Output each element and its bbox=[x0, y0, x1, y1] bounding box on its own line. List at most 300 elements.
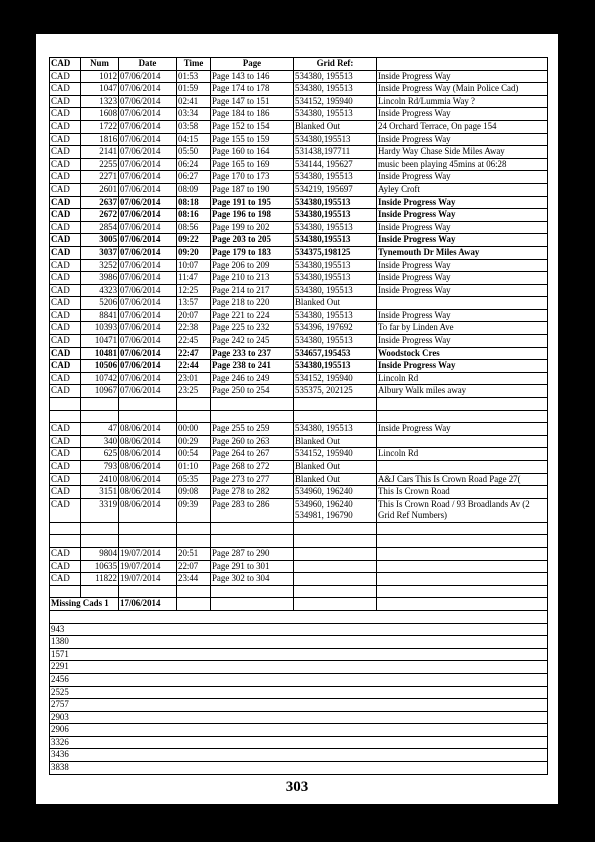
table-cell bbox=[377, 573, 548, 586]
column-header: Grid Ref: bbox=[294, 58, 377, 71]
table-cell: This Is Crown Road / 93 Broadlands Av (2 Grid Ref Numbers) bbox=[377, 498, 548, 522]
table-cell: 08/06/2014 bbox=[119, 461, 177, 474]
table-cell: Inside Progress Way bbox=[377, 196, 548, 209]
table-cell: 00:29 bbox=[177, 435, 211, 448]
table-cell: 1323 bbox=[81, 95, 119, 108]
table-cell bbox=[294, 560, 377, 573]
table-row bbox=[50, 133, 548, 146]
table-row bbox=[50, 347, 548, 360]
table-row bbox=[50, 158, 548, 171]
missing-cad-row bbox=[50, 762, 548, 775]
table-cell: CAD bbox=[50, 158, 81, 171]
table-cell: 2141 bbox=[81, 146, 119, 159]
table-cell bbox=[377, 598, 548, 611]
table-cell bbox=[119, 398, 177, 411]
table-cell: CAD bbox=[50, 70, 81, 83]
table-cell: 03:34 bbox=[177, 108, 211, 121]
table-cell: Page 218 to 220 bbox=[211, 297, 294, 310]
table-cell: 08/06/2014 bbox=[119, 498, 177, 522]
table-cell: 2672 bbox=[81, 209, 119, 222]
table-cell: 03:58 bbox=[177, 120, 211, 133]
table-cell: 24 Orchard Terrace, On page 154 bbox=[377, 120, 548, 133]
table-cell: 534960, 196240 534981, 196790 bbox=[294, 498, 377, 522]
table-cell: CAD bbox=[50, 209, 81, 222]
table-cell: Page 246 to 249 bbox=[211, 372, 294, 385]
document-page bbox=[36, 34, 558, 804]
table-cell: 08:18 bbox=[177, 196, 211, 209]
table-row bbox=[50, 398, 548, 411]
table-cell bbox=[211, 410, 294, 423]
table-cell bbox=[294, 573, 377, 586]
table-row bbox=[50, 120, 548, 133]
table-cell: 07/06/2014 bbox=[119, 158, 177, 171]
table-cell: Page 203 to 205 bbox=[211, 234, 294, 247]
table-cell: 11822 bbox=[81, 573, 119, 586]
table-cell: 10:07 bbox=[177, 259, 211, 272]
table-cell: 08/06/2014 bbox=[119, 423, 177, 436]
table-cell: 2854 bbox=[81, 221, 119, 234]
table-cell: 12:25 bbox=[177, 284, 211, 297]
table-cell: 1012 bbox=[81, 70, 119, 83]
table-cell bbox=[81, 522, 119, 535]
missing-cad-row bbox=[50, 736, 548, 749]
table-row bbox=[50, 360, 548, 373]
table-cell: 534380, 195513 bbox=[294, 335, 377, 348]
table-cell: 3986 bbox=[81, 272, 119, 285]
missing-cad-number: 2906 bbox=[50, 724, 548, 737]
table-cell: 1047 bbox=[81, 83, 119, 96]
table-cell: CAD bbox=[50, 309, 81, 322]
table-cell: 3005 bbox=[81, 234, 119, 247]
table-cell: Inside Progress Way bbox=[377, 309, 548, 322]
table-cell: 07/06/2014 bbox=[119, 297, 177, 310]
table-cell: Page 291 to 301 bbox=[211, 560, 294, 573]
table-cell: Page 187 to 190 bbox=[211, 183, 294, 196]
table-row bbox=[50, 547, 548, 560]
table-cell: 10967 bbox=[81, 385, 119, 398]
table-row bbox=[50, 171, 548, 184]
missing-cad-number bbox=[50, 610, 548, 623]
table-cell bbox=[211, 398, 294, 411]
table-cell: CAD bbox=[50, 83, 81, 96]
table-cell: 8841 bbox=[81, 309, 119, 322]
table-row bbox=[50, 498, 548, 522]
table-cell: CAD bbox=[50, 221, 81, 234]
table-cell: Page 210 to 213 bbox=[211, 272, 294, 285]
table-cell: 534380, 195513 bbox=[294, 70, 377, 83]
table-cell bbox=[294, 585, 377, 598]
table-cell: 793 bbox=[81, 461, 119, 474]
table-cell: CAD bbox=[50, 108, 81, 121]
table-cell: CAD bbox=[50, 146, 81, 159]
table-cell: 534380, 195513 bbox=[294, 171, 377, 184]
table-cell: 47 bbox=[81, 423, 119, 436]
table-cell: Inside Progress Way bbox=[377, 272, 548, 285]
table-cell bbox=[81, 585, 119, 598]
table-cell: 07/06/2014 bbox=[119, 120, 177, 133]
table-cell: 08/06/2014 bbox=[119, 435, 177, 448]
table-cell: 07/06/2014 bbox=[119, 83, 177, 96]
table-cell: 10742 bbox=[81, 372, 119, 385]
table-row bbox=[50, 83, 548, 96]
table-cell: Blanked Out bbox=[294, 473, 377, 486]
table-cell: 534380,195513 bbox=[294, 234, 377, 247]
table-cell: Hardy Way Chase Side Miles Away bbox=[377, 146, 548, 159]
table-cell: 07/06/2014 bbox=[119, 372, 177, 385]
table-cell: CAD bbox=[50, 498, 81, 522]
missing-cad-number: 1380 bbox=[50, 636, 548, 649]
table-cell: Inside Progress Way bbox=[377, 234, 548, 247]
table-cell: 19/07/2014 bbox=[119, 560, 177, 573]
table-cell: 20:07 bbox=[177, 309, 211, 322]
table-cell: Page 260 to 263 bbox=[211, 435, 294, 448]
table-row bbox=[50, 573, 548, 586]
table-cell bbox=[81, 410, 119, 423]
table-cell: 10635 bbox=[81, 560, 119, 573]
table-cell: 5206 bbox=[81, 297, 119, 310]
table-cell bbox=[377, 560, 548, 573]
table-row bbox=[50, 372, 548, 385]
table-cell bbox=[119, 585, 177, 598]
table-row bbox=[50, 297, 548, 310]
table-cell: 534375,198125 bbox=[294, 246, 377, 259]
table-cell bbox=[294, 598, 377, 611]
table-cell: 07/06/2014 bbox=[119, 309, 177, 322]
table-row bbox=[50, 410, 548, 423]
table-cell: CAD bbox=[50, 461, 81, 474]
table-cell: 19/07/2014 bbox=[119, 547, 177, 560]
table-cell: CAD bbox=[50, 448, 81, 461]
missing-cad-row bbox=[50, 711, 548, 724]
table-cell: 534380, 195513 bbox=[294, 284, 377, 297]
table-cell: 13:57 bbox=[177, 297, 211, 310]
table-cell: Inside Progress Way bbox=[377, 133, 548, 146]
table-cell: Page 155 to 159 bbox=[211, 133, 294, 146]
table-cell: 534380,195513 bbox=[294, 272, 377, 285]
table-cell: 534380,195513 bbox=[294, 259, 377, 272]
table-cell bbox=[377, 435, 548, 448]
table-cell: 08:16 bbox=[177, 209, 211, 222]
table-cell: CAD bbox=[50, 347, 81, 360]
table-cell: 3252 bbox=[81, 259, 119, 272]
table-cell: 534380, 195513 bbox=[294, 309, 377, 322]
table-cell: 22:07 bbox=[177, 560, 211, 573]
table-cell: Page 225 to 232 bbox=[211, 322, 294, 335]
table-cell: 4323 bbox=[81, 284, 119, 297]
table-cell: Tynemouth Dr Miles Away bbox=[377, 246, 548, 259]
table-cell bbox=[177, 535, 211, 548]
table-cell: 07/06/2014 bbox=[119, 284, 177, 297]
table-cell: 07/06/2014 bbox=[119, 108, 177, 121]
table-row bbox=[50, 385, 548, 398]
table-cell: CAD bbox=[50, 335, 81, 348]
table-cell: 534152, 195940 bbox=[294, 372, 377, 385]
missing-cad-number: 2291 bbox=[50, 661, 548, 674]
table-cell: 22:44 bbox=[177, 360, 211, 373]
table-cell: Inside Progress Way bbox=[377, 221, 548, 234]
missing-cad-row bbox=[50, 648, 548, 661]
table-cell: Page 238 to 241 bbox=[211, 360, 294, 373]
table-cell: 534152, 195940 bbox=[294, 448, 377, 461]
table-cell: 04:15 bbox=[177, 133, 211, 146]
table-cell: 09:39 bbox=[177, 498, 211, 522]
table-cell: 08/06/2014 bbox=[119, 473, 177, 486]
table-cell: Page 278 to 282 bbox=[211, 486, 294, 499]
table-cell: Page 160 to 164 bbox=[211, 146, 294, 159]
table-cell bbox=[119, 522, 177, 535]
table-cell: CAD bbox=[50, 547, 81, 560]
page-number: 303 bbox=[285, 779, 309, 795]
table-cell: 625 bbox=[81, 448, 119, 461]
missing-cad-row bbox=[50, 699, 548, 712]
table-cell: 00:00 bbox=[177, 423, 211, 436]
table-row bbox=[50, 209, 548, 222]
table-cell: Blanked Out bbox=[294, 297, 377, 310]
table-row bbox=[50, 309, 548, 322]
table-cell: CAD bbox=[50, 196, 81, 209]
table-cell: 09:08 bbox=[177, 486, 211, 499]
table-cell bbox=[177, 598, 211, 611]
column-header bbox=[377, 58, 548, 71]
table-cell: 534144, 195627 bbox=[294, 158, 377, 171]
missing-cad-number: 2757 bbox=[50, 699, 548, 712]
table-cell: Page 152 to 154 bbox=[211, 120, 294, 133]
table-cell: Page 179 to 183 bbox=[211, 246, 294, 259]
table-cell: 20:51 bbox=[177, 547, 211, 560]
table-cell: A&J Cars This Is Crown Road Page 27( bbox=[377, 473, 548, 486]
table-cell: CAD bbox=[50, 133, 81, 146]
table-cell bbox=[177, 585, 211, 598]
table-cell bbox=[50, 398, 81, 411]
table-cell bbox=[377, 522, 548, 535]
table-cell: Blanked Out bbox=[294, 461, 377, 474]
table-cell: 10471 bbox=[81, 335, 119, 348]
table-cell: 534396, 197692 bbox=[294, 322, 377, 335]
table-cell: Inside Progress Way bbox=[377, 209, 548, 222]
table-cell: 534152, 195940 bbox=[294, 95, 377, 108]
missing-cad-number: 2903 bbox=[50, 711, 548, 724]
table-cell: Page 196 to 198 bbox=[211, 209, 294, 222]
table-cell: Page 268 to 272 bbox=[211, 461, 294, 474]
table-cell: 534380,195513 bbox=[294, 196, 377, 209]
missing-cads-date: 17/06/2014 bbox=[119, 598, 177, 611]
table-cell: CAD bbox=[50, 473, 81, 486]
table-cell: Inside Progress Way bbox=[377, 335, 548, 348]
table-header-row bbox=[50, 58, 548, 71]
table-cell bbox=[211, 598, 294, 611]
table-cell: Page 255 to 259 bbox=[211, 423, 294, 436]
table-cell: Page 264 to 267 bbox=[211, 448, 294, 461]
table-cell: 11:47 bbox=[177, 272, 211, 285]
table-cell: 07/06/2014 bbox=[119, 234, 177, 247]
table-cell: Page 214 to 217 bbox=[211, 284, 294, 297]
table-cell: 534219, 195697 bbox=[294, 183, 377, 196]
table-cell bbox=[50, 585, 81, 598]
table-cell bbox=[119, 410, 177, 423]
missing-cad-row bbox=[50, 623, 548, 636]
table-row bbox=[50, 473, 548, 486]
missing-cad-row bbox=[50, 610, 548, 623]
table-cell: 01:10 bbox=[177, 461, 211, 474]
table-row bbox=[50, 284, 548, 297]
table-cell: Lincoln Rd/Lummia Way ? bbox=[377, 95, 548, 108]
table-cell bbox=[211, 535, 294, 548]
table-cell: CAD bbox=[50, 423, 81, 436]
table-cell: 3151 bbox=[81, 486, 119, 499]
table-cell bbox=[377, 547, 548, 560]
table-cell: CAD bbox=[50, 435, 81, 448]
missing-cad-number: 1571 bbox=[50, 648, 548, 661]
table-cell: Inside Progress Way bbox=[377, 70, 548, 83]
table-cell: This Is Crown Road bbox=[377, 486, 548, 499]
missing-cad-number: 2456 bbox=[50, 673, 548, 686]
table-row bbox=[50, 560, 548, 573]
table-cell: Page 283 to 286 bbox=[211, 498, 294, 522]
table-cell: 07/06/2014 bbox=[119, 221, 177, 234]
table-cell: CAD bbox=[50, 573, 81, 586]
table-cell: 01:53 bbox=[177, 70, 211, 83]
table-row bbox=[50, 486, 548, 499]
table-cell bbox=[119, 535, 177, 548]
table-cell: 534380, 195513 bbox=[294, 423, 377, 436]
table-row bbox=[50, 70, 548, 83]
table-cell bbox=[50, 535, 81, 548]
table-cell: 07/06/2014 bbox=[119, 322, 177, 335]
table-cell: 22:47 bbox=[177, 347, 211, 360]
table-cell: Page 199 to 202 bbox=[211, 221, 294, 234]
table-cell: CAD bbox=[50, 385, 81, 398]
table-cell: 534380, 195513 bbox=[294, 83, 377, 96]
table-cell: CAD bbox=[50, 360, 81, 373]
table-cell: 22:45 bbox=[177, 335, 211, 348]
table-cell: 07/06/2014 bbox=[119, 133, 177, 146]
table-cell: 07/06/2014 bbox=[119, 95, 177, 108]
table-cell bbox=[50, 522, 81, 535]
cad-table bbox=[49, 57, 548, 775]
table-cell bbox=[377, 585, 548, 598]
table-cell bbox=[377, 297, 548, 310]
table-cell: CAD bbox=[50, 183, 81, 196]
table-cell: 09:20 bbox=[177, 246, 211, 259]
table-row bbox=[50, 448, 548, 461]
table-cell: 08/06/2014 bbox=[119, 448, 177, 461]
table-cell bbox=[177, 522, 211, 535]
table-cell: 08:09 bbox=[177, 183, 211, 196]
table-cell: CAD bbox=[50, 120, 81, 133]
table-row bbox=[50, 95, 548, 108]
table-cell bbox=[50, 410, 81, 423]
table-cell bbox=[377, 461, 548, 474]
table-cell: 534380,195513 bbox=[294, 209, 377, 222]
table-cell: 1722 bbox=[81, 120, 119, 133]
table-cell bbox=[211, 585, 294, 598]
table-cell: 05:35 bbox=[177, 473, 211, 486]
table-cell: CAD bbox=[50, 560, 81, 573]
table-cell: Blanked Out bbox=[294, 120, 377, 133]
table-row bbox=[50, 461, 548, 474]
table-cell: 531438,197711 bbox=[294, 146, 377, 159]
table-cell: 534960, 196240 bbox=[294, 486, 377, 499]
table-cell: music been playing 45mins at 06:28 bbox=[377, 158, 548, 171]
table-cell: 07/06/2014 bbox=[119, 360, 177, 373]
table-cell: 2637 bbox=[81, 196, 119, 209]
table-cell: 07/06/2014 bbox=[119, 347, 177, 360]
table-cell: Lincoln Rd bbox=[377, 448, 548, 461]
table-cell: Page 250 to 254 bbox=[211, 385, 294, 398]
table-cell: 07/06/2014 bbox=[119, 171, 177, 184]
table-cell: Page 242 to 245 bbox=[211, 335, 294, 348]
table-cell bbox=[294, 522, 377, 535]
table-cell: CAD bbox=[50, 284, 81, 297]
table-cell: 06:27 bbox=[177, 171, 211, 184]
table-cell: 534380,195513 bbox=[294, 360, 377, 373]
table-cell bbox=[377, 535, 548, 548]
table-cell: 19/07/2014 bbox=[119, 573, 177, 586]
missing-cad-number: 2525 bbox=[50, 686, 548, 699]
column-header: Num bbox=[81, 58, 119, 71]
table-cell: 07/06/2014 bbox=[119, 259, 177, 272]
table-cell: 534380,195513 bbox=[294, 133, 377, 146]
table-cell: 2255 bbox=[81, 158, 119, 171]
table-cell: CAD bbox=[50, 372, 81, 385]
table-row bbox=[50, 435, 548, 448]
table-cell bbox=[177, 410, 211, 423]
table-cell: 3319 bbox=[81, 498, 119, 522]
table-cell: 07/06/2014 bbox=[119, 183, 177, 196]
table-row bbox=[50, 196, 548, 209]
missing-cad-number: 3326 bbox=[50, 736, 548, 749]
table-cell: 00:54 bbox=[177, 448, 211, 461]
table-cell: 22:38 bbox=[177, 322, 211, 335]
table-cell: 534657,195453 bbox=[294, 347, 377, 360]
table-cell bbox=[294, 410, 377, 423]
table-cell: 3037 bbox=[81, 246, 119, 259]
table-row bbox=[50, 221, 548, 234]
table-cell: 07/06/2014 bbox=[119, 146, 177, 159]
table-cell: Page 174 to 178 bbox=[211, 83, 294, 96]
table-cell bbox=[81, 398, 119, 411]
table-cell: 10481 bbox=[81, 347, 119, 360]
table-cell bbox=[81, 535, 119, 548]
table-cell: 07/06/2014 bbox=[119, 209, 177, 222]
table-cell: Page 287 to 290 bbox=[211, 547, 294, 560]
table-cell bbox=[377, 410, 548, 423]
table-cell: CAD bbox=[50, 246, 81, 259]
table-cell: 05:50 bbox=[177, 146, 211, 159]
table-cell: 534380, 195513 bbox=[294, 221, 377, 234]
table-cell: Inside Progress Way bbox=[377, 284, 548, 297]
table-cell: 23:01 bbox=[177, 372, 211, 385]
table-cell bbox=[177, 398, 211, 411]
column-header: Time bbox=[177, 58, 211, 71]
missing-cad-row bbox=[50, 749, 548, 762]
table-cell: Page 206 to 209 bbox=[211, 259, 294, 272]
table-cell: 07/06/2014 bbox=[119, 272, 177, 285]
table-cell: CAD bbox=[50, 297, 81, 310]
table-cell: Ayley Croft bbox=[377, 183, 548, 196]
table-cell: Page 273 to 277 bbox=[211, 473, 294, 486]
table-cell: CAD bbox=[50, 259, 81, 272]
table-cell: 02:41 bbox=[177, 95, 211, 108]
table-row bbox=[50, 146, 548, 159]
table-cell: 2410 bbox=[81, 473, 119, 486]
table-cell: 08:56 bbox=[177, 221, 211, 234]
table-cell: 07/06/2014 bbox=[119, 70, 177, 83]
missing-cad-row bbox=[50, 724, 548, 737]
table-cell bbox=[377, 398, 548, 411]
missing-cad-row bbox=[50, 686, 548, 699]
table-cell: Page 165 to 169 bbox=[211, 158, 294, 171]
